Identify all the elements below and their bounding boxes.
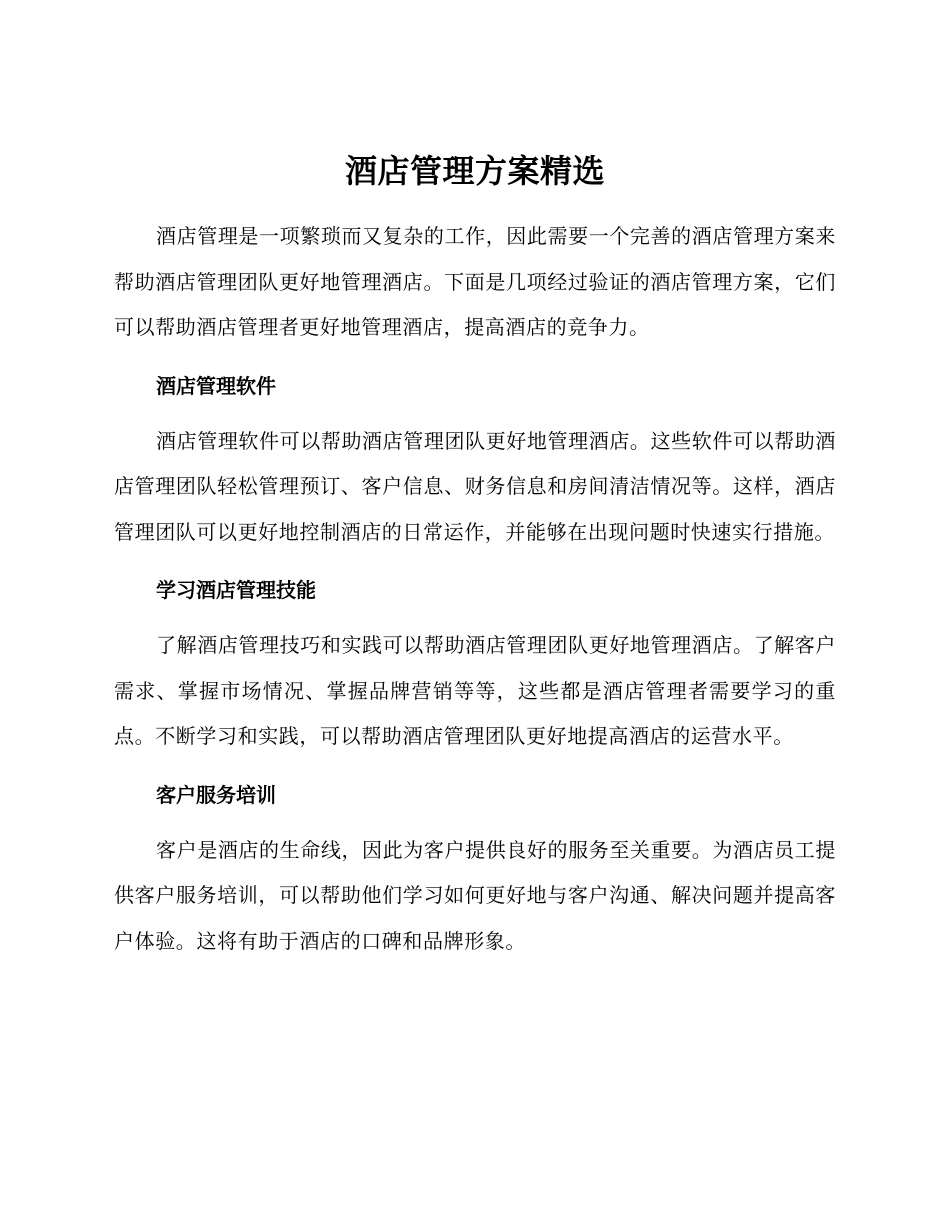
section-paragraph: 客户是酒店的生命线，因此为客户提供良好的服务至关重要。为酒店员工提供客户服务培训，可以帮助他们学习如何更好地与客户沟通、解决问题并提高客户体验。这将有助于酒店的口碑和品牌形象。 xyxy=(114,837,836,953)
section-heading: 酒店管理软件 xyxy=(156,373,276,398)
section-software xyxy=(114,363,836,556)
section-heading: 客户服务培训 xyxy=(156,782,276,807)
section-heading: 学习酒店管理技能 xyxy=(156,578,316,602)
section-paragraph: 了解酒店管理技巧和实践可以帮助酒店管理团队更好地管理酒店。了解客户需求、掌握市场情况、掌握品牌营销等等，这些都是酒店管理者需要学习的重点。不断学习和实践，可以帮助酒店管理团队更好地提高酒店的运营水平。 xyxy=(114,633,836,748)
section-customer-service xyxy=(114,772,836,965)
document-title: 酒店管理方案精选 xyxy=(344,152,605,190)
intro-paragraph: 酒店管理是一项繁琐而又复杂的工作，因此需要一个完善的酒店管理方案来帮助酒店管理团队更好地管理酒店。下面是几项经过验证的酒店管理方案，它们可以帮助酒店管理者更好地管理酒店，提高酒店的竞争力。 xyxy=(114,224,836,339)
section-skills xyxy=(114,567,836,760)
section-paragraph: 酒店管理软件可以帮助酒店管理团队更好地管理酒店。这些软件可以帮助酒店管理团队轻松管理预订、客户信息、财务信息和房间清洁情况等。这样，酒店管理团队可以更好地控制酒店的日常运作，并能够在出现问题时快速实行措施。 xyxy=(114,428,836,544)
